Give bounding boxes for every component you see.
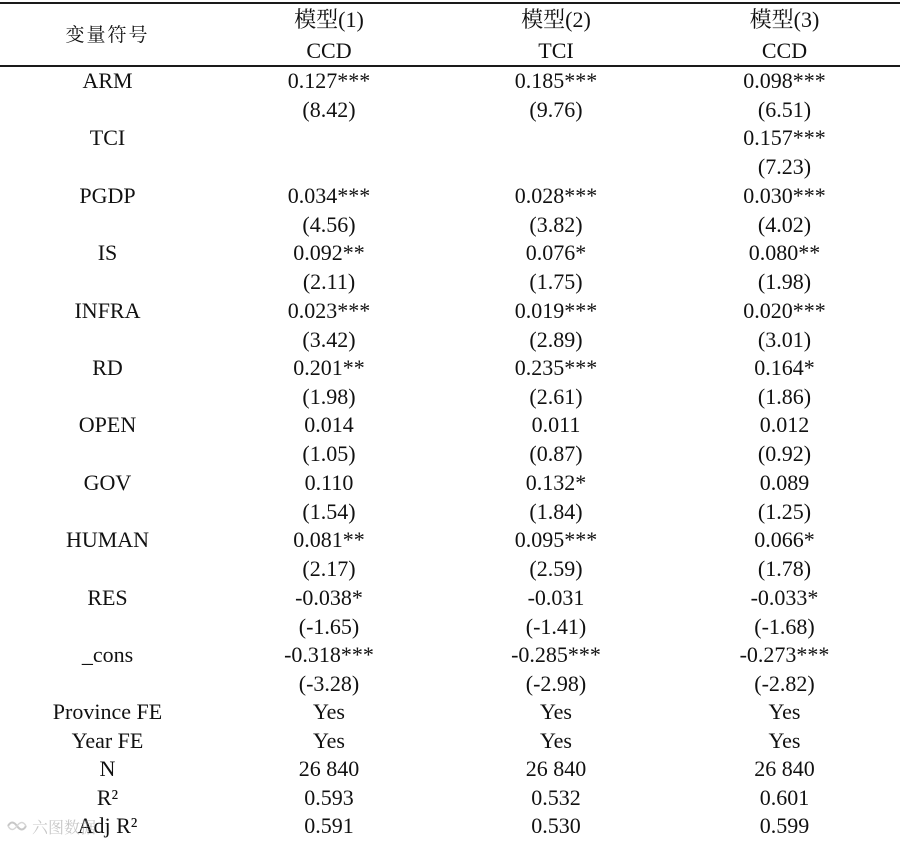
footer-label: Year FE (71, 728, 144, 753)
t-statistic-cell: (9.76) (529, 97, 583, 122)
footer-value: Yes (768, 699, 801, 724)
t-statistic-cell: (-3.28) (298, 671, 360, 696)
watermark-text: 六图数据 (32, 817, 97, 837)
variable-name: TCI (89, 125, 126, 150)
coefficient-cell: 0.019*** (514, 298, 598, 323)
t-statistic-cell: (2.17) (302, 556, 356, 581)
coefficient-cell: 0.011 (531, 412, 581, 437)
variable-name: ARM (82, 68, 133, 93)
t-statistic-cell: (2.89) (529, 327, 583, 352)
footer-value: 0.591 (304, 813, 354, 838)
t-statistic-cell: (-1.68) (754, 614, 815, 639)
t-statistic-cell: (-1.41) (525, 614, 587, 639)
coefficient-cell: 0.080** (748, 240, 821, 265)
coefficient-cell: 0.164* (754, 355, 815, 380)
coefficient-cell: -0.273*** (739, 642, 830, 667)
model-3-name: 模型(3) (749, 7, 820, 32)
t-statistic-cell: (1.84) (529, 499, 583, 524)
coefficient-cell: 0.132* (525, 470, 587, 495)
variable-name: PGDP (79, 183, 136, 208)
coefficient-cell: 0.076* (525, 240, 587, 265)
t-statistic-cell: (4.02) (757, 212, 812, 237)
footer-value: 0.599 (759, 813, 810, 838)
coefficient-cell: 0.185*** (514, 68, 598, 93)
coefficient-cell: 0.095*** (514, 527, 598, 552)
coefficient-cell: 0.092** (293, 240, 365, 265)
t-statistic-cell: (0.87) (529, 441, 583, 466)
variable-name: _cons (81, 642, 134, 667)
footer-value: Yes (768, 728, 801, 753)
footer-value: Yes (312, 699, 345, 724)
model-2-name: 模型(2) (521, 7, 591, 32)
coefficient-cell: -0.285*** (511, 642, 601, 667)
footer-label: N (99, 756, 116, 781)
footer-value: 0.601 (759, 785, 810, 810)
footer-value: Yes (312, 728, 345, 753)
t-statistic-cell: (2.59) (529, 556, 583, 581)
footer-label: R² (96, 785, 119, 810)
t-statistic-cell: (2.11) (302, 269, 356, 294)
footer-value: Yes (539, 699, 572, 724)
variable-name: INFRA (74, 298, 141, 323)
footer-label: Adj R² (77, 813, 138, 838)
t-statistic-cell: (7.23) (757, 154, 812, 179)
coefficient-cell: 0.012 (759, 412, 810, 437)
variable-name: GOV (83, 470, 132, 495)
coefficient-cell: 0.014 (304, 412, 354, 437)
t-statistic-cell: (8.42) (302, 97, 356, 122)
footer-value: 26 840 (298, 756, 360, 781)
t-statistic-cell: (3.42) (302, 327, 356, 352)
variable-name: RD (92, 355, 123, 380)
coefficient-cell: 0.098*** (743, 68, 826, 93)
model-1-name: 模型(1) (294, 7, 364, 32)
t-statistic-cell: (4.56) (302, 212, 356, 237)
coefficient-cell: 0.066* (754, 527, 815, 552)
coefficient-cell: 0.023*** (287, 298, 371, 323)
coefficient-cell: 0.081** (293, 527, 365, 552)
t-statistic-cell: (3.01) (757, 327, 812, 352)
t-statistic-cell: (1.05) (302, 441, 356, 466)
footer-value: 26 840 (754, 756, 815, 781)
variable-name: IS (97, 240, 118, 265)
footer-value: Yes (539, 728, 572, 753)
variable-name: HUMAN (65, 527, 150, 552)
coefficient-cell: 0.020*** (743, 298, 826, 323)
footer-value: 0.532 (531, 785, 581, 810)
t-statistic-cell: (0.92) (757, 441, 812, 466)
coefficient-cell: 0.235*** (514, 355, 598, 380)
t-statistic-cell: (-1.65) (298, 614, 360, 639)
coefficient-cell: -0.318*** (284, 642, 374, 667)
coefficient-cell: 0.127*** (287, 68, 371, 93)
t-statistic-cell: (1.98) (757, 269, 812, 294)
wechat-channel-logo-icon (6, 817, 28, 835)
coefficient-cell: 0.110 (304, 470, 354, 495)
footer-value: 26 840 (525, 756, 587, 781)
coefficient-cell: -0.038* (295, 585, 363, 610)
variable-name: RES (87, 585, 128, 610)
coefficient-cell: 0.157*** (743, 125, 826, 150)
t-statistic-cell: (-2.82) (754, 671, 815, 696)
footer-value: 0.593 (304, 785, 354, 810)
t-statistic-cell: (3.82) (529, 212, 583, 237)
t-statistic-cell: (-2.98) (525, 671, 587, 696)
coefficient-cell: 0.028*** (514, 183, 598, 208)
table-top-rule (0, 2, 900, 4)
watermark (6, 812, 96, 840)
coefficient-cell: 0.089 (759, 470, 810, 495)
t-statistic-cell: (1.54) (302, 499, 356, 524)
coefficient-cell: -0.033* (750, 585, 819, 610)
variable-name: OPEN (78, 412, 137, 437)
footer-value: 0.530 (531, 813, 581, 838)
coefficient-cell: 0.034*** (287, 183, 371, 208)
t-statistic-cell: (1.78) (757, 556, 812, 581)
footer-label: Province FE (52, 699, 163, 724)
model-3-dependent: CCD (761, 38, 808, 63)
coefficient-cell: -0.031 (527, 585, 585, 610)
t-statistic-cell: (1.86) (757, 384, 812, 409)
t-statistic-cell: (2.61) (529, 384, 583, 409)
coefficient-cell: 0.030*** (743, 183, 826, 208)
var-column-header: 变量符号 (65, 24, 150, 46)
model-1-dependent: CCD (306, 38, 352, 63)
t-statistic-cell: (1.75) (529, 269, 583, 294)
coefficient-cell: 0.201** (293, 355, 365, 380)
t-statistic-cell: (1.98) (302, 384, 356, 409)
t-statistic-cell: (6.51) (757, 97, 812, 122)
t-statistic-cell: (1.25) (757, 499, 812, 524)
model-2-dependent: TCI (538, 38, 574, 63)
